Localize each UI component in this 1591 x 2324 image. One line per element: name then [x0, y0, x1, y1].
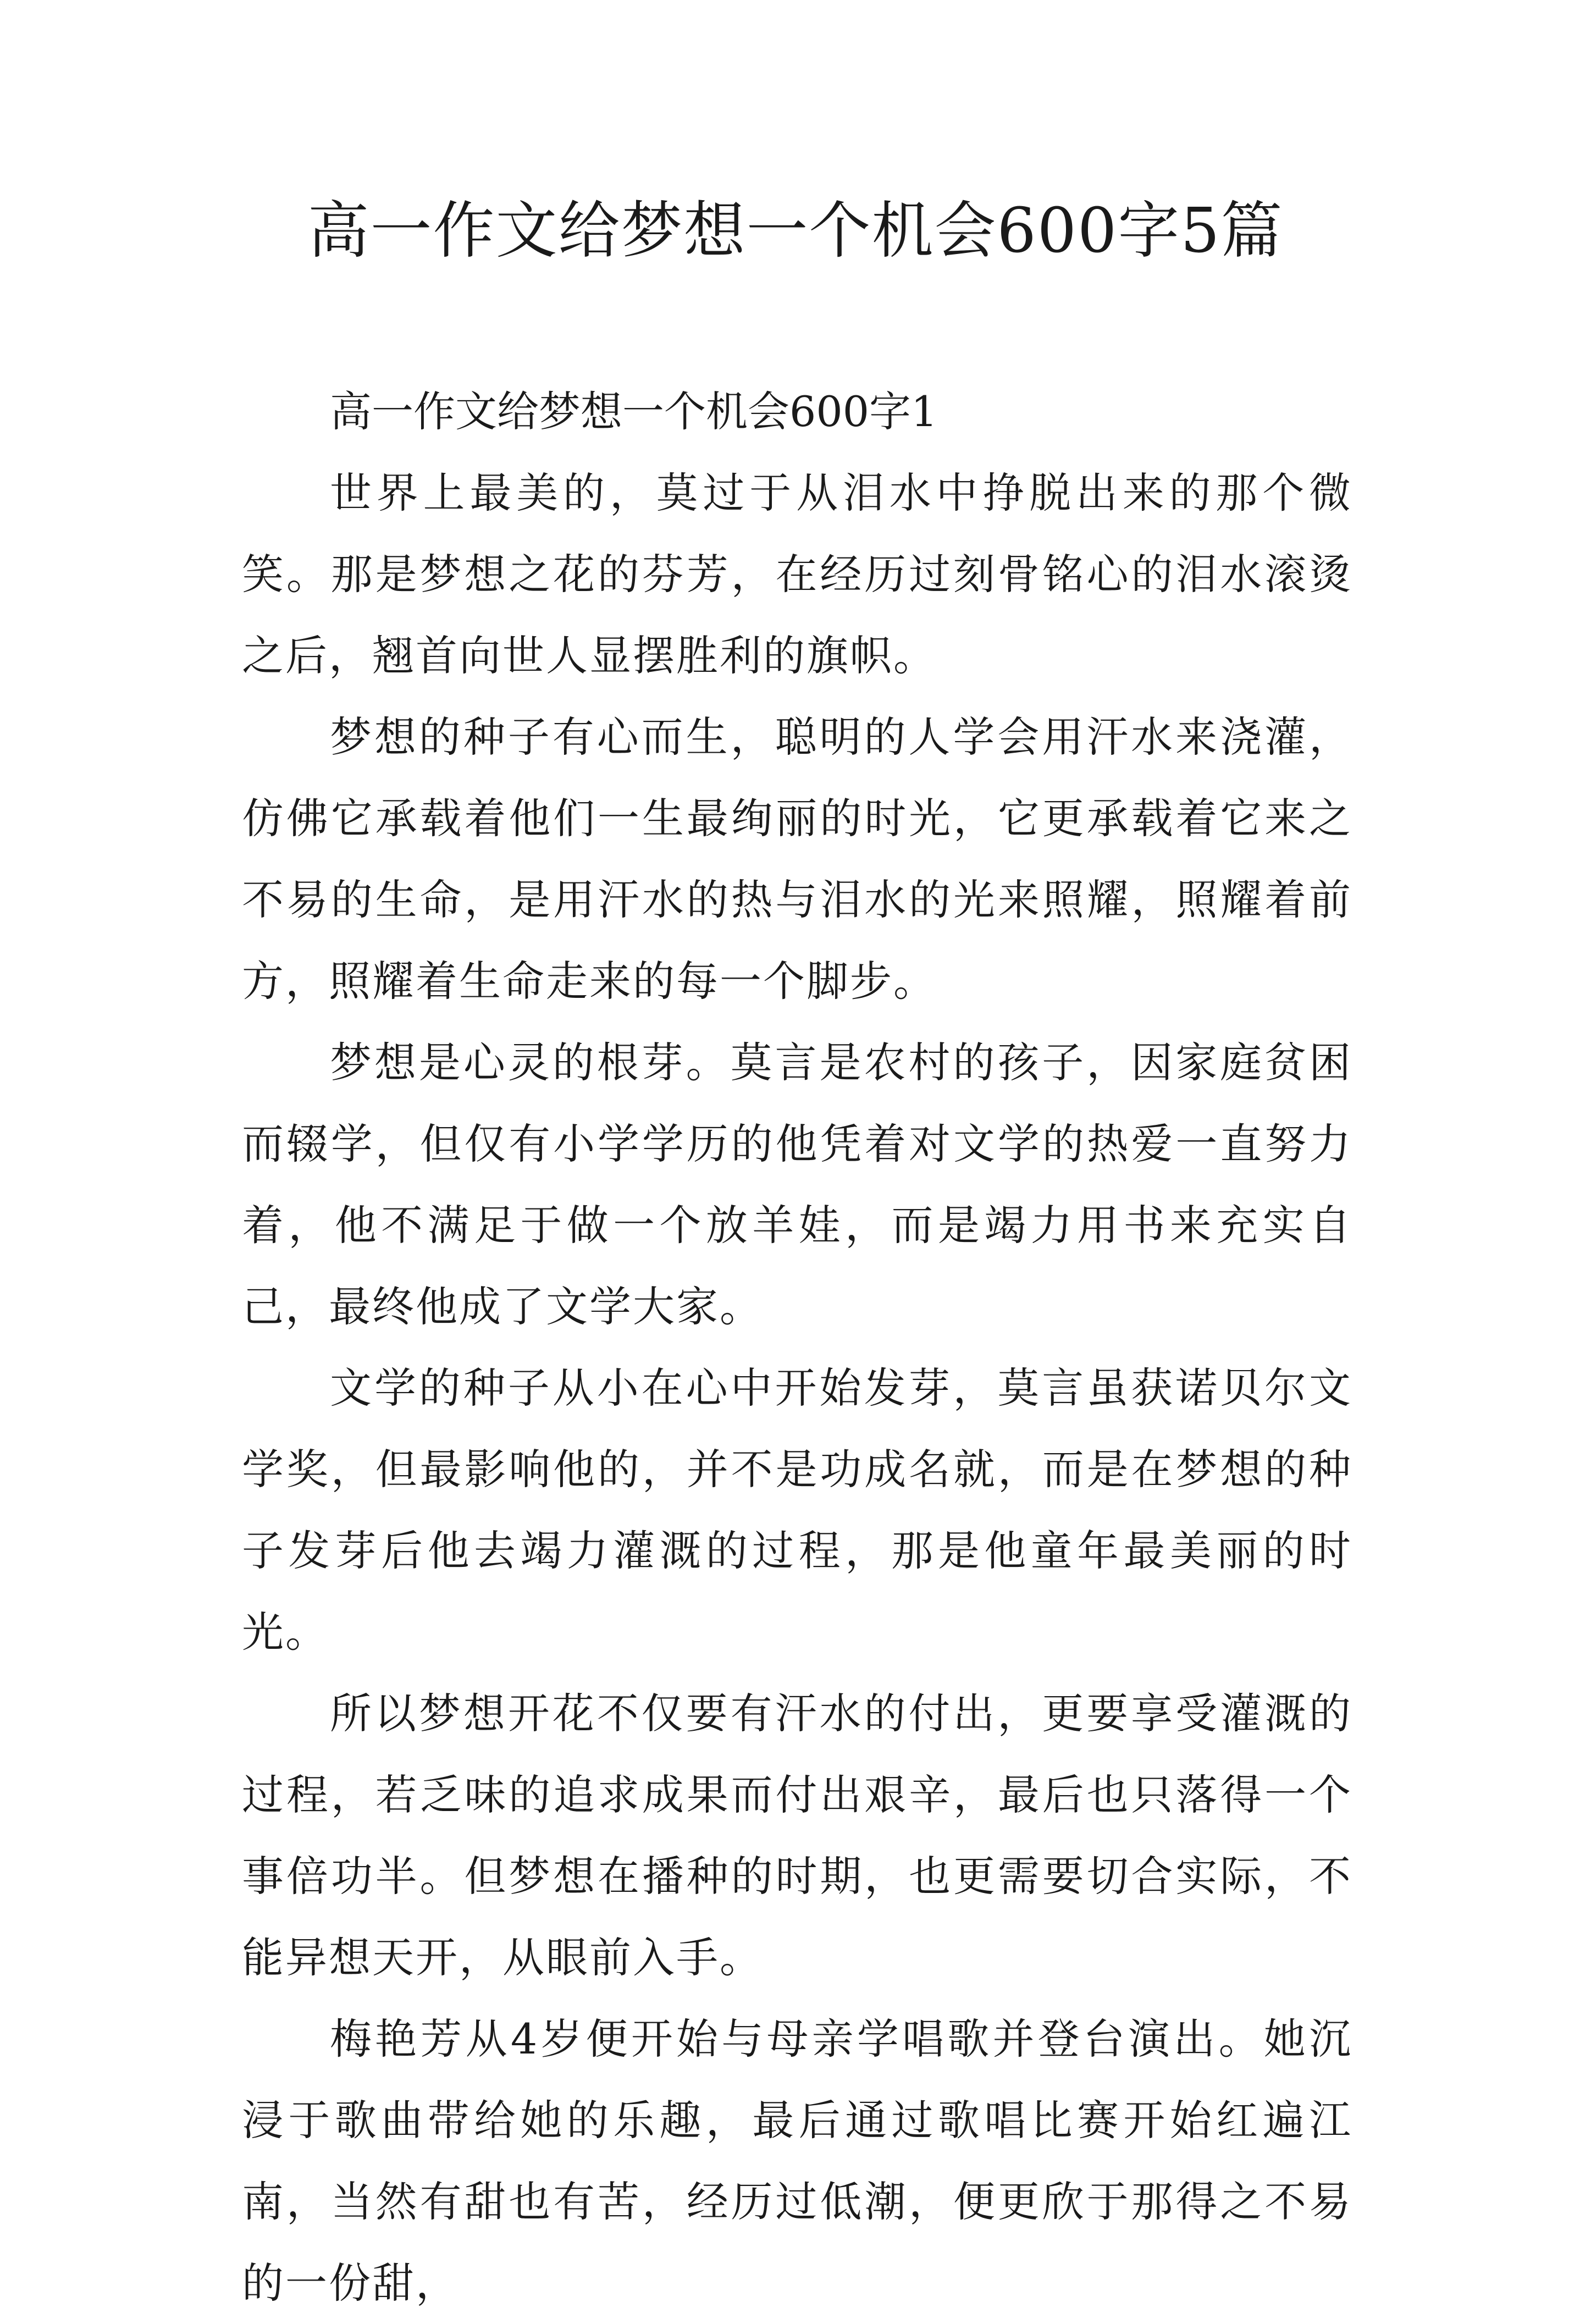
essay-body: [242, 371, 1352, 2324]
paragraph: 梅艳芳从4岁便开始与母亲学唱歌并登台演出。她沉浸于歌曲带给她的乐趣，最后通过歌唱比赛开始红遍江南，当然有甜也有苦，经历过低潮，便更欣于那得之不易的一份甜，: [242, 2014, 1352, 2308]
paragraph: 梦想是心灵的根芽。莫言是农村的孩子，因家庭贫困而辍学，但仅有小学学历的他凭着对文学的热爱一直努力着，他不满足于做一个放羊娃，而是竭力用书来充实自己，最终他成了文学大家。: [242, 1038, 1352, 1331]
paragraph: 梦想的种子有心而生，聪明的人学会用汗水来浇灌，仿佛它承载着他们一生最绚丽的时光，它更承载着它来之不易的生命，是用汗水的热与泪水的光来照耀，照耀着前方，照耀着生命走来的每一个脚步。: [242, 713, 1352, 1006]
paragraph: 所以梦想开花不仅要有汗水的付出，更要享受灌溉的过程，若乏味的追求成果而付出艰辛，最后也只落得一个事倍功半。但梦想在播种的时期，也更需要切合实际，不能异想天开，从眼前入手。: [242, 1689, 1352, 1982]
paragraph: 文学的种子从小在心中开始发芽，莫言虽获诺贝尔文学奖，但最影响他的，并不是功成名就，而是在梦想的种子发芽后他去竭力灌溉的过程，那是他童年最美丽的时光。: [242, 1364, 1352, 1657]
paragraph: 世界上最美的，莫过于从泪水中挣脱出来的那个微笑。那是梦想之花的芬芳，在经历过刻骨铭心的泪水滚烫之后，翘首向世人显摆胜利的旗帜。: [242, 468, 1352, 680]
essay-subtitle: 高一作文给梦想一个机会600字1: [330, 387, 938, 436]
document-title: 高一作文给梦想一个机会600字5篇: [307, 195, 1284, 267]
